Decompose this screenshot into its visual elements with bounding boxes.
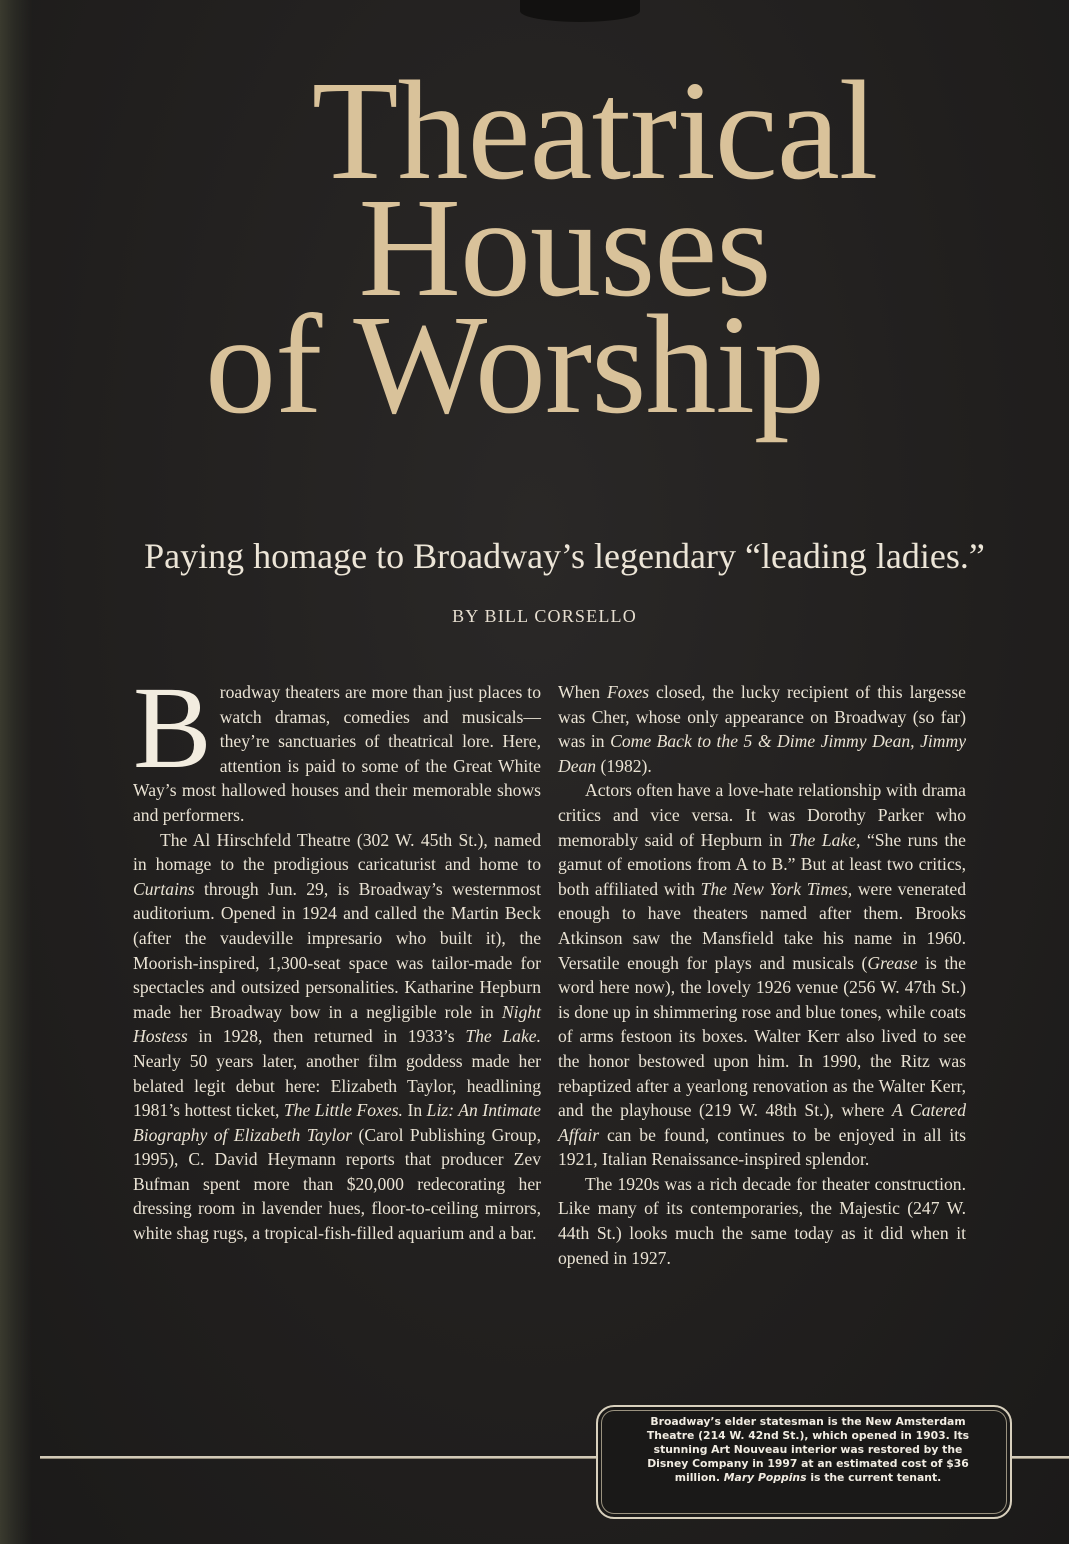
paragraph-intro: Broadway theaters are more than just places to watch dramas, comedies and musicals—they’re sanctuaries of theatrical lore. Here, attention is paid to some of the Great White Way’s most hallowed houses and their memorable shows and performers. bbox=[133, 662, 541, 825]
divider-rule-right bbox=[1008, 1456, 1069, 1459]
paragraph-hirschfeld: The Al Hirschfeld Theatre (302 W. 45th St.), named in homage to the prodigious caricaturist and home to Curtains through Jun. 29, is Broadway’s westernmost auditorium. Opened in 1924 and called the Martin Beck (after the vaudeville impresario who built it), the Moorish-inspired, 1,300-seat space was tailor-made for spectacles and outsized personalities. Katharine Hepburn made her Broadway bow in a negligible role in Night Hostess in 1928, then returned in 1933’s The Lake. Nearly 50 years later, another film goddess made her belated legit debut here: Elizabeth Taylor, headlining 1981’s hottest ticket, The Little Foxes. In Liz: An Intimate Biography of Elizabeth Taylor (Carol Publishing Group, 1995), C. David Heymann reports that producer Zev Bufman spent more than $20,000 redecorating her dressing room in lavender hues, floor-to-ceiling mirrors, white shag rugs, a tropical-fish-filled aquarium and a bar. bbox=[133, 829, 542, 1244]
subhead: Paying homage to Broadway’s legendary “leading ladies.” bbox=[144, 536, 985, 576]
article-column-left bbox=[133, 662, 542, 1246]
divider-rule-left bbox=[40, 1456, 600, 1459]
paragraph-critics: Actors often have a love-hate relationship with drama critics and vice versa. It was Dorothy Parker who memorably said of Hepburn in The Lake, “She runs the gamut of emotions from A to B.” But at least two critics, both affiliated with The New York Times, were venerated enough to have theaters named after them. Brooks Atkinson saw the Mansfield take his name in 1960. Versatile enough for plays and musicals (Grease is the word here now), the lovely 1926 venue (256 W. 47th St.) is done up in shimmering rose and blue tones, while coats of arms festoon its boxes. Walter Kerr also lived to see the honor bestowed upon him. In 1990, the Ritz was rebaptized after a yearlong renovation as the Walter Kerr, and the playhouse (219 W. 48th St.), where A Catered Affair can be found, continues to be enjoyed in all its 1921, Italian Renaissance-inspired splendor. bbox=[558, 780, 967, 1170]
photo-caption-box bbox=[596, 1405, 1012, 1519]
headline bbox=[0, 51, 1069, 443]
headline-line-3: of Worship bbox=[205, 285, 824, 443]
paragraph-majestic: The 1920s was a rich decade for theater construction. Like many of its contemporaries, the Majestic (247 W. 44th St.) looks much the same today as it did when it opened in 1927. bbox=[558, 1173, 966, 1268]
photo-caption: Broadway’s elder statesman is the New Amsterdam Theatre (214 W. 42nd St.), which opened in 1903. Its stunning Art Nouveau interior was restored by the Disney Company in 1997 at an estimated cost of $36 million. Mary Poppins is the current tenant. bbox=[646, 1415, 970, 1484]
headline-line-1: Theatrical bbox=[311, 51, 878, 209]
binding-notch bbox=[520, 0, 640, 22]
article-column-right bbox=[558, 680, 966, 1270]
byline: BY BILL CORSELLO bbox=[452, 606, 637, 626]
drop-cap: B bbox=[133, 662, 212, 793]
headline-line-2: Houses bbox=[358, 168, 771, 326]
paragraph-foxes: When Foxes closed, the lucky recipient of this largesse was Cher, whose only appearance on Broadway (so far) was in Come Back to the 5 & Dime Jimmy Dean, Jimmy Dean (1982). bbox=[558, 682, 967, 776]
